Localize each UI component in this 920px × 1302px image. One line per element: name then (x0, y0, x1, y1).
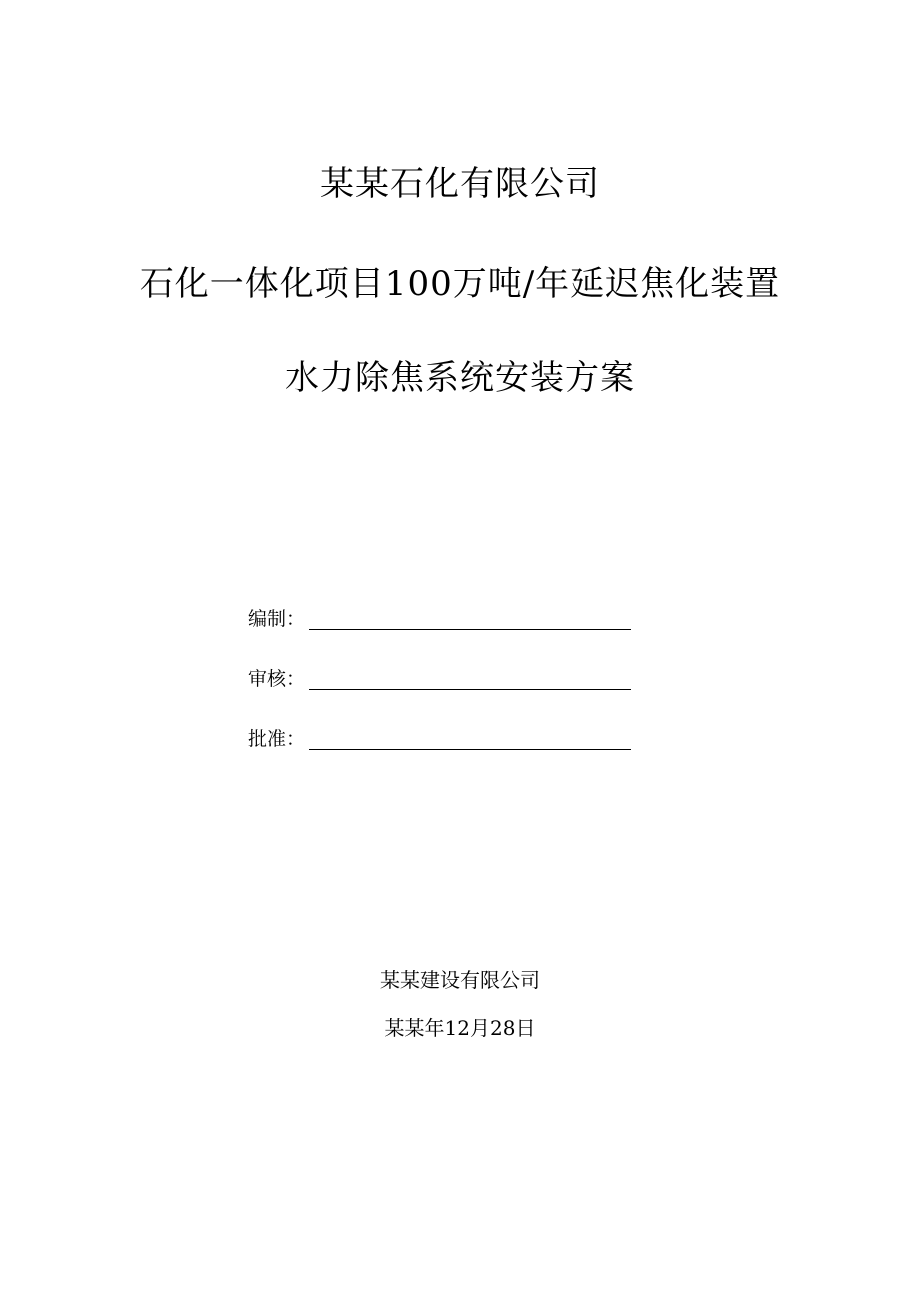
signature-row-reviewed (248, 664, 631, 692)
document-date: 某某年12月28日 (384, 1016, 536, 1040)
signature-row-prepared (248, 604, 631, 632)
plan-title: 水力除焦系统安装方案 (285, 358, 635, 398)
approved-by-label: 批准： (248, 728, 306, 750)
signature-row-approved (248, 724, 631, 752)
approved-by-signature-line (309, 749, 631, 750)
company-title: 某某石化有限公司 (320, 164, 600, 204)
project-title: 石化一体化项目100万吨/年延迟焦化装置 (139, 264, 781, 304)
prepared-by-label: 编制： (248, 608, 306, 630)
reviewed-by-label: 审核： (248, 668, 306, 690)
prepared-by-signature-line (309, 629, 631, 630)
reviewed-by-signature-line (309, 689, 631, 690)
contractor-name: 某某建设有限公司 (380, 968, 540, 992)
